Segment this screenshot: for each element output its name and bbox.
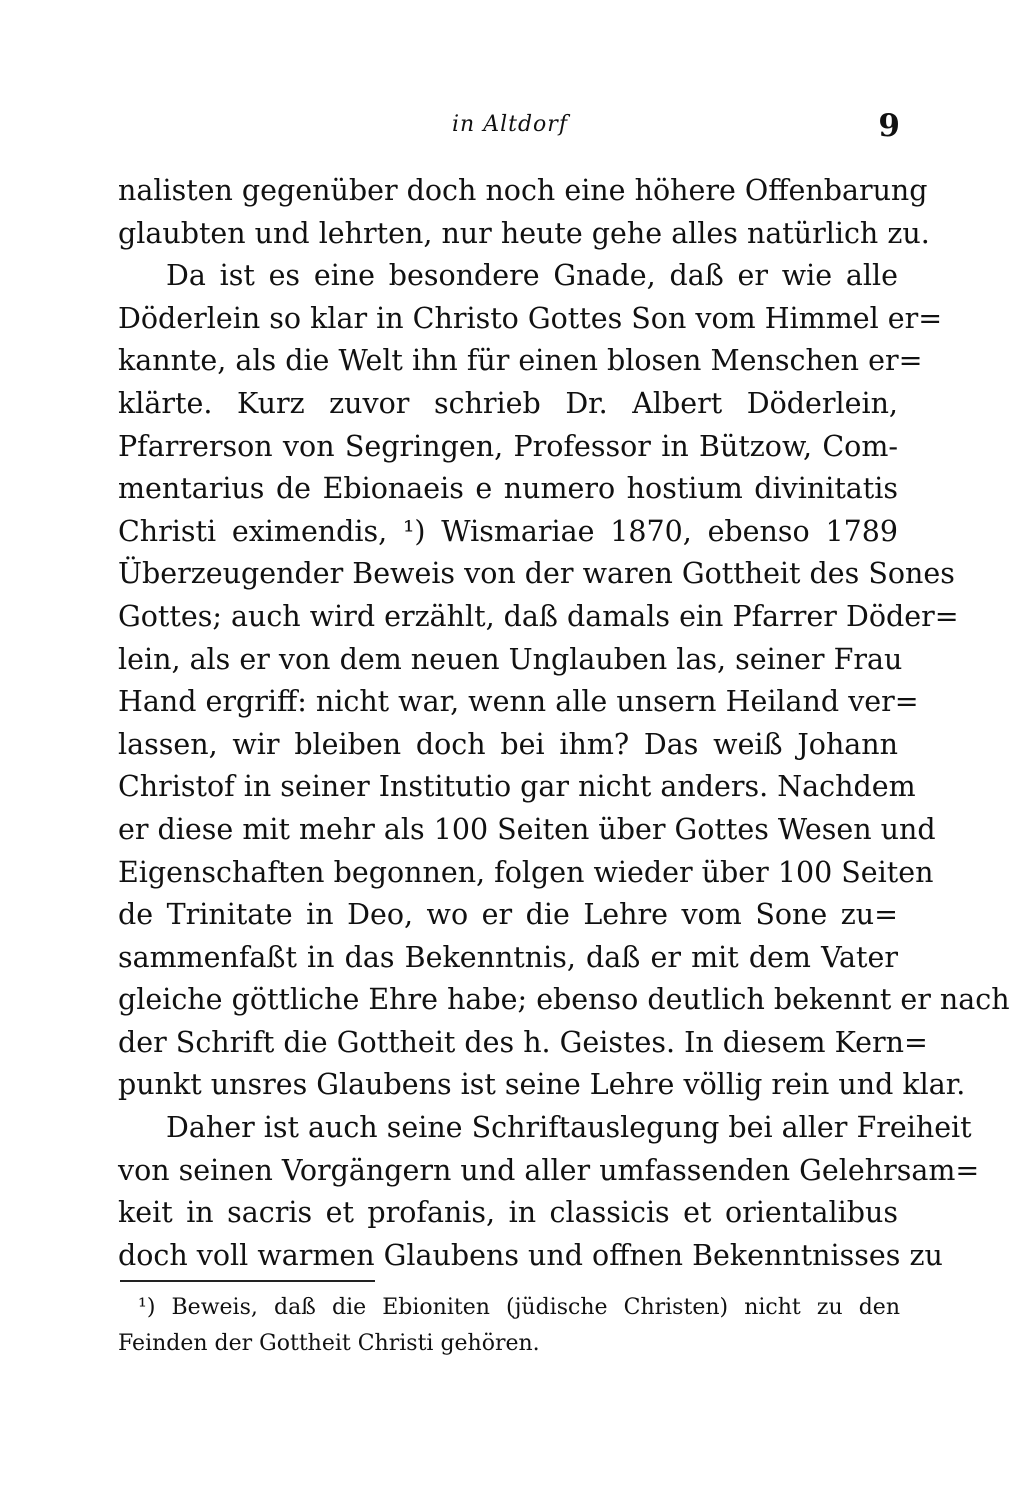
text-line: von seinen Vorgängern und aller umfassenden Gelehrsam= — [118, 1153, 980, 1187]
text-line: Pfarrerson von Segringen, Professor in Bützow, Com- — [118, 429, 898, 463]
text-line: lassen, wir bleiben doch bei ihm? Das weiß Johann — [118, 727, 898, 761]
text-line: klärte. Kurz zuvor schrieb Dr. Albert Döderlein, — [118, 386, 898, 420]
text-line: keit in sacris et profanis, in classicis et orientalibus — [118, 1196, 898, 1230]
running-head-title: in Altdorf — [452, 112, 568, 137]
text-line: mentarius de Ebionaeis e numero hostium divinitatis — [118, 472, 898, 506]
footnote-line: ¹) Beweis, daß die Ebioniten (jüdische Christen) nicht zu den — [138, 1295, 900, 1320]
text-line: lein, als er von dem neuen Unglauben las, seiner Frau — [118, 642, 903, 676]
text-line: sammenfaßt in das Bekenntnis, daß er mit dem Vater — [118, 940, 898, 974]
footnote-divider — [120, 1280, 375, 1282]
text-line: er diese mit mehr als 100 Seiten über Gottes Wesen und — [118, 812, 936, 846]
text-line: Da ist es eine besondere Gnade, daß er wie alle — [166, 259, 898, 293]
text-line: Döderlein so klar in Christo Gottes Son vom Himmel er= — [118, 301, 943, 335]
text-line: Daher ist auch seine Schriftauslegung bei aller Freiheit — [166, 1111, 972, 1145]
text-line: Eigenschaften begonnen, folgen wieder über 100 Seiten — [118, 855, 934, 889]
body-text — [118, 170, 1010, 1277]
footnote-line: Feinden der Gottheit Christi gehören. — [118, 1331, 540, 1356]
text-line: Hand ergriff: nicht war, wenn alle unsern Heiland ver= — [118, 685, 919, 719]
text-line: der Schrift die Gottheit des h. Geistes. In diesem Kern= — [118, 1025, 928, 1059]
running-head — [120, 108, 900, 148]
page-number: 9 — [878, 108, 900, 144]
text-line: glaubten und lehrten, nur heute gehe alles natürlich zu. — [118, 216, 930, 250]
text-line: doch voll warmen Glaubens und offnen Bekenntnisses zu — [118, 1238, 943, 1272]
text-line: Christof in seiner Institutio gar nicht anders. Nachdem — [118, 770, 916, 804]
text-line: de Trinitate in Deo, wo er die Lehre vom Sone zu= — [118, 898, 898, 932]
text-line: nalisten gegenüber doch noch eine höhere Offenbarung — [118, 174, 928, 207]
text-line: Christi eximendis, ¹) Wismariae 1870, ebenso 1789 — [118, 514, 898, 548]
footnotes — [118, 1290, 900, 1362]
text-line: gleiche göttliche Ehre habe; ebenso deutlich bekennt er nach — [118, 983, 1010, 1017]
text-line: kannte, als die Welt ihn für einen blosen Menschen er= — [118, 344, 923, 378]
text-line: punkt unsres Glaubens ist seine Lehre völlig rein und klar. — [118, 1068, 966, 1102]
text-line: Gottes; auch wird erzählt, daß damals ein Pfarrer Döder= — [118, 599, 959, 633]
text-line: Überzeugender Beweis von der waren Gottheit des Sones — [118, 557, 955, 591]
